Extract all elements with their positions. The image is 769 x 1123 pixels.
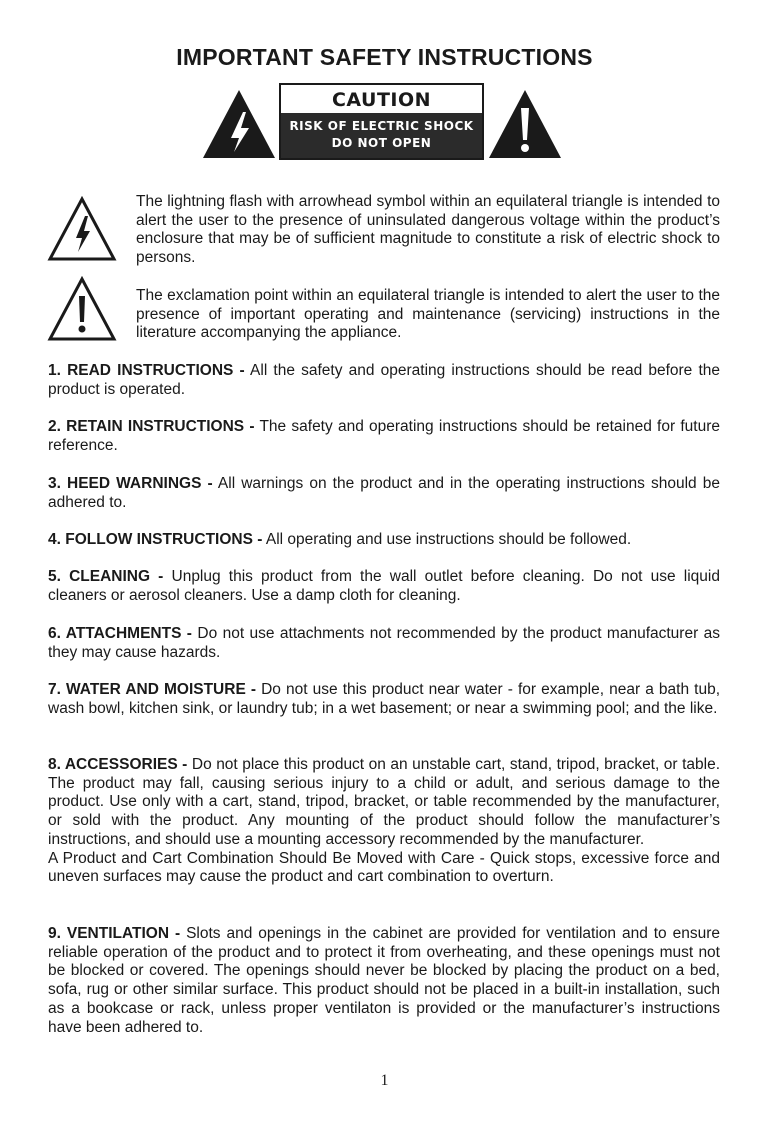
lightning-symbol-icon [47, 196, 117, 262]
instruction-6 [48, 625, 720, 662]
page-title: IMPORTANT SAFETY INSTRUCTIONS [176, 44, 593, 70]
exclamation-warning-icon [487, 88, 563, 160]
instruction-text: Do not use this product near water - for example, near a bath tub, wash bowl, kitchen sink, or laundry tub; in a wet basement; or near a swimming pool; and the like. [48, 681, 720, 717]
instruction-text: All warnings on the product and in the operating instructions should be adhered to. [48, 475, 721, 511]
caution-label [279, 83, 484, 160]
instruction-5 [48, 568, 720, 605]
instruction-2 [48, 418, 720, 455]
caution-band [281, 113, 482, 158]
exclamation-symbol-icon [47, 276, 117, 342]
instruction-8 [48, 756, 720, 887]
instruction-text: Do not use attachments not recommended by the product manufacturer as they may cause hazards. [48, 625, 721, 661]
caution-line-1: RISK OF ELECTRIC SHOCK [289, 119, 474, 133]
instruction-heading: 3. HEED WARNINGS - [48, 475, 213, 492]
page-number: 1 [380, 1072, 389, 1089]
instruction-heading: 2. RETAIN INSTRUCTIONS - [48, 418, 255, 435]
lightning-explanation: The lightning flash with arrowhead symbol within an equilateral triangle is intended to alert the user to the presence of uninsulated dangerous voltage within the product’s enclosure that may be of sufficient magnitude to constitute a risk of electric shock to persons. [136, 193, 720, 267]
instruction-4 [48, 531, 720, 550]
instruction-7 [48, 681, 720, 718]
instruction-text: Unplug this product from the wall outlet before cleaning. Do not use liquid cleaners or aerosol cleaners. Use a damp cloth for cleaning. [48, 568, 720, 604]
instruction-heading: 9. VENTILATION - [48, 925, 181, 942]
instruction-heading: 8. ACCESSORIES - [48, 756, 188, 773]
caution-title: CAUTION [331, 89, 432, 111]
instruction-text: The safety and operating instructions should be retained for future reference. [48, 418, 720, 454]
instruction-heading: 6. ATTACHMENTS - [48, 625, 192, 642]
lightning-warning-icon [201, 88, 277, 160]
instruction-heading: 5. CLEANING - [48, 568, 164, 585]
instruction-heading: 7. WATER AND MOISTURE - [48, 681, 257, 698]
instruction-text: All the safety and operating instructions should be read before the product is operated. [48, 362, 721, 398]
instruction-text: All operating and use instructions should be followed. [265, 531, 632, 548]
instruction-text: Slots and openings in the cabinet are provided for ventilation and to ensure reliable operation of the product and to protect it from overheating, and these openings must not be blocked or covered. The openings should never be blocked by placing the product on a bed, sofa, rug or other similar surface. This product should not be placed in a built-in installation, such as a bookcase or rack, unless proper ventilaton is provided or the manufacturer’s instructions have been adhered to. [48, 925, 720, 1036]
instruction-text: Do not place this product on an unstable cart, stand, tripod, bracket, or table. The product may fall, causing serious injury to a child or adult, and serious damage to the product. Use only with a cart, stand, tripod, bracket, or table recommended by the manufacturer, or sold with the product. Any mounting of the product should follow the manufacturer’s instructions, and should use a mounting accessory recommended by the manufacturer. [48, 756, 720, 848]
instruction-extra: A Product and Cart Combination Should Be Moved with Care - Quick stops, excessive force and uneven surfaces may cause the product and cart combination to overturn. [48, 849, 720, 886]
instruction-9 [48, 925, 720, 1037]
exclamation-explanation: The exclamation point within an equilateral triangle is intended to alert the user to the presence of important operating and maintenance (servicing) instructions in the literature accompanying the appliance. [136, 287, 720, 342]
caution-line-2: DO NOT OPEN [331, 136, 432, 150]
instruction-heading: 1. READ INSTRUCTIONS - [48, 362, 245, 379]
instruction-3 [48, 475, 720, 512]
instruction-1 [48, 362, 720, 399]
instruction-heading: 4. FOLLOW INSTRUCTIONS - [48, 531, 263, 548]
